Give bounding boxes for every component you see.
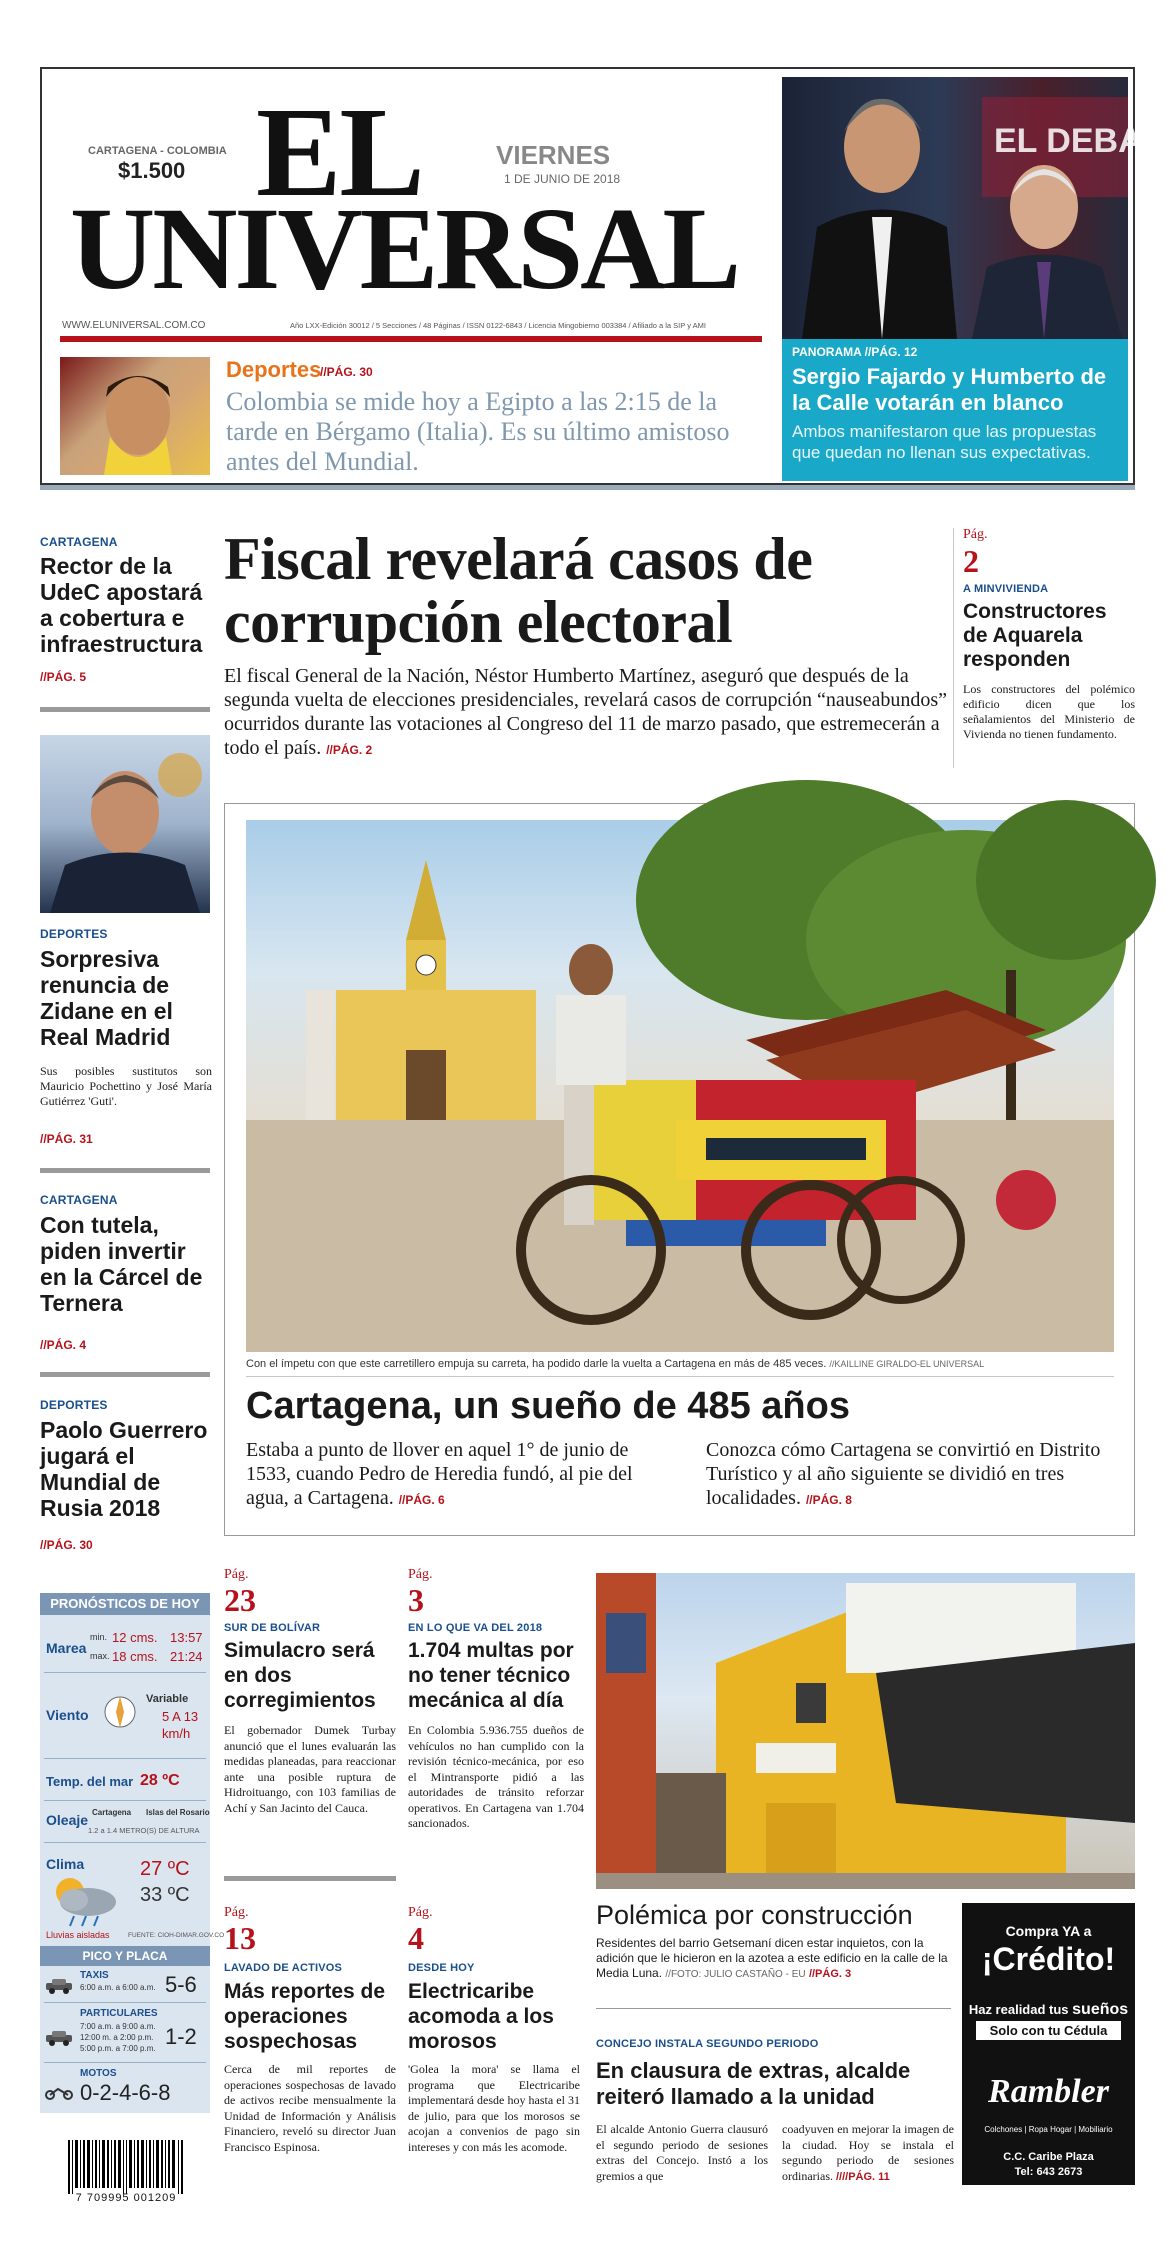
brief-3-headline[interactable]: Más reportes de operaciones sospechosas [224, 1980, 386, 2053]
weather-part-hours1: 7:00 a.m. a 9:00 a.m. [80, 2022, 156, 2031]
ad-categories: Colchones | Ropa Hogar | Mobiliario [984, 2125, 1113, 2134]
lead-body [224, 664, 949, 762]
weather-taxis-digits: 5-6 [165, 1972, 197, 1997]
feature-col2-text: Conozca cómo Cartagena se convirtió en Distrito Turístico y al año siguiente se dividió en tres localidades. [706, 1439, 1101, 1509]
concejo-col1: El alcalde Antonio Guerra clausuró el segundo periodo de sesiones extras del Concejo. Instó a los gremios a que [596, 2122, 768, 2183]
taxi-icon [44, 1978, 74, 1994]
building-text [596, 1936, 956, 1982]
building-credit: //FOTO: JULIO CASTAÑO - EU [665, 1969, 806, 1980]
left-item-4-kicker: DEPORTES [40, 1398, 108, 1412]
left-item-1-kicker: CARTAGENA [40, 535, 118, 549]
ad-line3-a: Haz realidad tus [968, 2002, 1073, 2017]
weather-part-hours2: 12:00 m. a 2:00 p.m. [80, 2033, 154, 2042]
brief-2-pag-label: Pág. [408, 1567, 433, 1582]
feature-caption-text: Con el ímpetu con que este carretillero empuja su carreta, ha podido darle la vuelta a Cartagena en más de 485 veces. [246, 1358, 827, 1370]
weather-temp-value: 28 ºC [140, 1772, 180, 1789]
left-item-1-page[interactable]: //PÁG. 5 [40, 670, 87, 684]
feature-caption-rule [246, 1376, 1114, 1377]
feature-col1-text: Estaba a punto de llover en aquel 1° de junio de 1533, cuando Pedro de Heredia fundó, al pie del agua, a Cartagena. [246, 1439, 633, 1509]
masthead-logo-el[interactable]: EL [256, 81, 423, 223]
building-rule [596, 2008, 951, 2009]
feature-col2-page[interactable]: //PÁG. 8 [805, 1493, 852, 1507]
lead-body-text: El fiscal General de la Nación, Néstor Humberto Martínez, aseguró que después de la segunda vuelta de elecciones presidenciales, revelará casos de corrupción “nauseabundos” ocurridos durante las votaciones al Congreso del 11 de marzo pasado, que estremecerán a todo el país. [224, 665, 948, 759]
brief-2-text: En Colombia 5.936.755 dueños de vehículos no han cumplido con la revisión técnico-mecánica, por eso el Mintransporte pidió a las autoridades de tránsito reforzar operativos. En Cartagena van 1.704 sancionados. [408, 1723, 584, 1830]
weather-viento-speed: 5 A 13 [162, 1709, 199, 1724]
rambler-ad[interactable] [962, 1903, 1135, 2185]
right-brief-pag-label: Pág. [963, 527, 988, 542]
weather-viento-unit: km/h [162, 1726, 191, 1741]
rain-cloud-icon [44, 1870, 124, 1930]
masthead-date: 1 DE JUNIO DE 2018 [504, 172, 621, 186]
weather-temp-label: Temp. del mar [46, 1774, 134, 1789]
left-item-2-page[interactable]: //PÁG. 31 [40, 1132, 93, 1146]
brief-2-pag-num: 3 [408, 1582, 424, 1618]
weather-marea-min-time: 13:57 [170, 1630, 203, 1645]
brief-3-kicker: LAVADO DE ACTIVOS [224, 1962, 343, 1974]
feature-col2 [706, 1438, 1116, 1512]
weather-title: PRONÓSTICOS DE HOY [40, 1593, 210, 1615]
weather-clima-temp2: 33 ºC [140, 1884, 190, 1906]
right-brief-pag-num: 2 [963, 543, 979, 579]
weather-motos-label: MOTOS [80, 2068, 117, 2079]
ad-line1: Compra YA a [1005, 1923, 1092, 1939]
weather-rule-6 [44, 2062, 206, 2063]
sports-teaser-page[interactable]: //PÁG. 30 [320, 365, 373, 379]
panorama-box[interactable] [782, 339, 1128, 481]
masthead-city: CARTAGENA - COLOMBIA [88, 145, 227, 157]
feature-caption [246, 1358, 1114, 1370]
weather-viento-label: Viento [46, 1707, 89, 1723]
weather-rule-4 [44, 1842, 206, 1843]
feature-photo[interactable] [246, 820, 1114, 1352]
masthead-edition-info: Año LXX-Edición 30012 / 5 Secciones / 48 Páginas / ISSN 0122-6843 / Licencia Mingobierno 003384 / Afiliado a la SIP y AMI [290, 321, 706, 330]
masthead-day: VIERNES [496, 140, 611, 170]
left-item-3-page[interactable]: //PÁG. 4 [40, 1338, 87, 1352]
feature-col1-page[interactable]: //PÁG. 6 [398, 1493, 445, 1507]
panorama-kicker-page: //PÁG. 12 [864, 345, 918, 359]
building-photo[interactable] [596, 1573, 1135, 1889]
brief-4-text: 'Golea la mora' se llama el programa que Electricaribe implementará desde hoy hasta el 31 de julio, para que los morosos se acojan a convenios de pago sin intereses y con más les acomode. [408, 2062, 580, 2154]
weather-pico-title: PICO Y PLACA [40, 1946, 210, 1966]
left-rule-3 [40, 1372, 210, 1377]
ad-line4: Solo con tu Cédula [976, 2021, 1121, 2040]
barcode-number: 7 709995 001209 [75, 2192, 177, 2204]
left-item-4-headline[interactable]: Paolo Guerrero jugará el Mundial de Rusia 2018 [40, 1417, 208, 1521]
weather-marea-max-label: max. [90, 1651, 110, 1661]
brief-4-pag-label: Pág. [408, 1905, 433, 1920]
weather-rule-5 [44, 2002, 206, 2003]
concejo-page[interactable]: ////PÁG. 11 [835, 2170, 890, 2183]
feature-credit: //KAILLINE GIRALDO-EL UNIVERSAL [829, 1359, 985, 1369]
ad-brand-logo: Rambler [988, 2073, 1109, 2110]
brief-4-headline[interactable]: Electricaribe acomoda a los morosos [408, 1980, 554, 2053]
concejo-col2-text: coadyuven en mejorar la imagen de la ciudad. Hoy se instala el segundo periodo de sesiones ordinarias. [782, 2122, 954, 2183]
masthead-bottom-rule [40, 485, 1135, 490]
falcao-photo [60, 357, 210, 475]
weather-taxis-label: TAXIS [80, 1970, 109, 1981]
right-brief-headline[interactable]: Constructores de Aquarela responden [963, 600, 1107, 671]
weather-marea-min-label: min. [90, 1632, 108, 1642]
feature-headline[interactable]: Cartagena, un sueño de 485 años [246, 1385, 850, 1427]
right-brief-divider [953, 528, 954, 768]
brief-2-kicker: EN LO QUE VA DEL 2018 [408, 1622, 543, 1634]
weather-marea-max-time: 21:24 [170, 1649, 203, 1664]
left-item-1-headline[interactable]: Rector de la UdeC apostará a cobertura e infraestructura [40, 553, 203, 657]
left-item-2-kicker: DEPORTES [40, 927, 108, 941]
brief-1-pag-num: 23 [224, 1582, 256, 1618]
panorama-headline[interactable]: Sergio Fajardo y Humberto de la Calle votarán en blanco [792, 364, 1107, 415]
masthead-logo-universal[interactable]: UNIVERSAL [70, 183, 739, 314]
panorama-text: Ambos manifestaron que las propuestas que quedan no llenan sus expectativas. [792, 422, 1097, 462]
weather-clima-source: FUENTE: CIOH-DIMAR.GOV.CO [128, 1932, 225, 1939]
debate-backdrop-text: EL DEBAT [994, 122, 1161, 160]
brief-1-headline[interactable]: Simulacro será en dos corregimientos [224, 1639, 376, 1712]
weather-viento-dir: Variable [146, 1693, 189, 1705]
ad-line3-b: sueños [1072, 2001, 1129, 2018]
masthead-red-rule [60, 336, 762, 342]
lead-headline[interactable]: Fiscal revelará casos de corrupción electoral [224, 526, 813, 655]
weather-part-label: PARTICULARES [80, 2008, 158, 2019]
ad-phone: Tel: 643 2673 [1014, 2166, 1083, 2178]
concejo-headline[interactable]: En clausura de extras, alcalde reiteró llamado a la unidad [596, 2058, 911, 2109]
sports-teaser-label[interactable]: Deportes [226, 357, 322, 382]
weather-oleaje-label: Oleaje [46, 1812, 89, 1828]
weather-marea-min: 12 cms. [112, 1630, 158, 1645]
debate-photo [782, 77, 1161, 339]
weather-taxis-hours: 6:00 a.m. a 6:00 a.m. [80, 1983, 156, 1992]
lead-body-page[interactable]: //PÁG. 2 [326, 743, 373, 757]
weather-part-hours3: 5:00 p.m. a 7:00 p.m. [80, 2044, 156, 2053]
compass-icon [100, 1692, 140, 1732]
brief-1-pag-label: Pág. [224, 1567, 249, 1582]
weather-oleaje-values: 1.2 a 1.4 METRO(S) DE ALTURA [88, 1826, 200, 1835]
brief-rule-1 [224, 1876, 396, 1881]
weather-rule-2 [44, 1758, 206, 1759]
left-item-3-kicker: CARTAGENA [40, 1193, 118, 1207]
sports-teaser-text[interactable]: Colombia se mide hoy a Egipto a las 2:15 de la tarde en Bérgamo (Italia). Es su último amistoso antes del Mundial. [226, 387, 730, 476]
ad-place: C.C. Caribe Plaza [1003, 2151, 1094, 2163]
concejo-col2 [782, 2122, 954, 2185]
building-text-body: Residentes del barrio Getsemaní dicen estar inquietos, con la adición que le hicieron en la azotea a este edificio en la calle de la Media Luna. [596, 1936, 948, 1980]
right-brief-kicker: A MINVIVIENDA [963, 583, 1049, 595]
building-headline[interactable]: Polémica por construcción [596, 1900, 913, 1930]
left-item-4-page[interactable]: //PÁG. 30 [40, 1538, 93, 1552]
masthead-website[interactable]: WWW.ELUNIVERSAL.COM.CO [62, 320, 206, 331]
left-item-3-headline[interactable]: Con tutela, piden invertir en la Cárcel de Ternera [40, 1212, 203, 1316]
weather-part-digits: 1-2 [165, 2024, 197, 2049]
left-item-2-text: Sus posibles sustitutos son Mauricio Pochettino y José María Gutiérrez 'Guti'. [40, 1064, 212, 1108]
brief-2-headline[interactable]: 1.704 multas por no tener técnico mecánica al día [408, 1639, 574, 1712]
left-rule-2 [40, 1168, 210, 1173]
brief-1-text: El gobernador Dumek Turbay anunció que el lunes evaluarán las medidas planeadas, para reaccionar ante una posible ruptura de Hidroituango, con 103 familias de Achí y San Jacinto del Cauca. [224, 1723, 396, 1815]
weather-oleaje-col1: Cartagena [92, 1808, 132, 1817]
masthead-price: $1.500 [118, 158, 186, 183]
brief-4-pag-num: 4 [408, 1920, 424, 1956]
ad-line2: ¡Crédito! [981, 1941, 1116, 1977]
weather-rule-3 [44, 1800, 206, 1801]
brief-3-pag-label: Pág. [224, 1905, 249, 1920]
panorama-kicker-label: PANORAMA [792, 345, 862, 359]
panorama-kicker [792, 345, 917, 359]
weather-marea-label: Marea [46, 1640, 87, 1656]
feature-col1 [246, 1438, 656, 1512]
left-rule-1 [40, 707, 210, 712]
weather-motos-digits: 0-2-4-6-8 [80, 2080, 171, 2105]
car-icon [44, 2030, 74, 2046]
zidane-photo [40, 735, 210, 913]
weather-clima-temp1: 27 ºC [140, 1858, 190, 1880]
brief-4-kicker: DESDE HOY [408, 1962, 475, 1974]
concejo-kicker: CONCEJO INSTALA SEGUNDO PERIODO [596, 2038, 819, 2050]
building-page[interactable]: //PÁG. 3 [808, 1968, 852, 1980]
brief-1-kicker: SUR DE BOLÍVAR [224, 1622, 321, 1634]
brief-3-pag-num: 13 [224, 1920, 256, 1956]
weather-oleaje-col2: Islas del Rosario [146, 1808, 210, 1817]
left-item-2-headline[interactable]: Sorpresiva renuncia de Zidane en el Real Madrid [40, 946, 173, 1050]
motorcycle-icon [44, 2084, 74, 2100]
right-brief-text: Los constructores del polémico edificio dicen que los señalamientos del Ministerio de Vivienda no tienen fundamento. [963, 682, 1135, 741]
weather-marea-max: 18 cms. [112, 1649, 158, 1664]
ad-line3 [962, 2001, 1135, 2019]
weather-clima-label: Clima [46, 1856, 85, 1872]
weather-clima-desc: Lluvias aisladas [46, 1930, 110, 1940]
weather-rule-1 [44, 1672, 206, 1673]
brief-3-text: Cerca de mil reportes de operaciones sospechosas de lavado de activos recibe mensualmente la Unidad de Información y Análisis Financiero, reveló su director Juan Francisco Espinosa. [224, 2062, 396, 2154]
